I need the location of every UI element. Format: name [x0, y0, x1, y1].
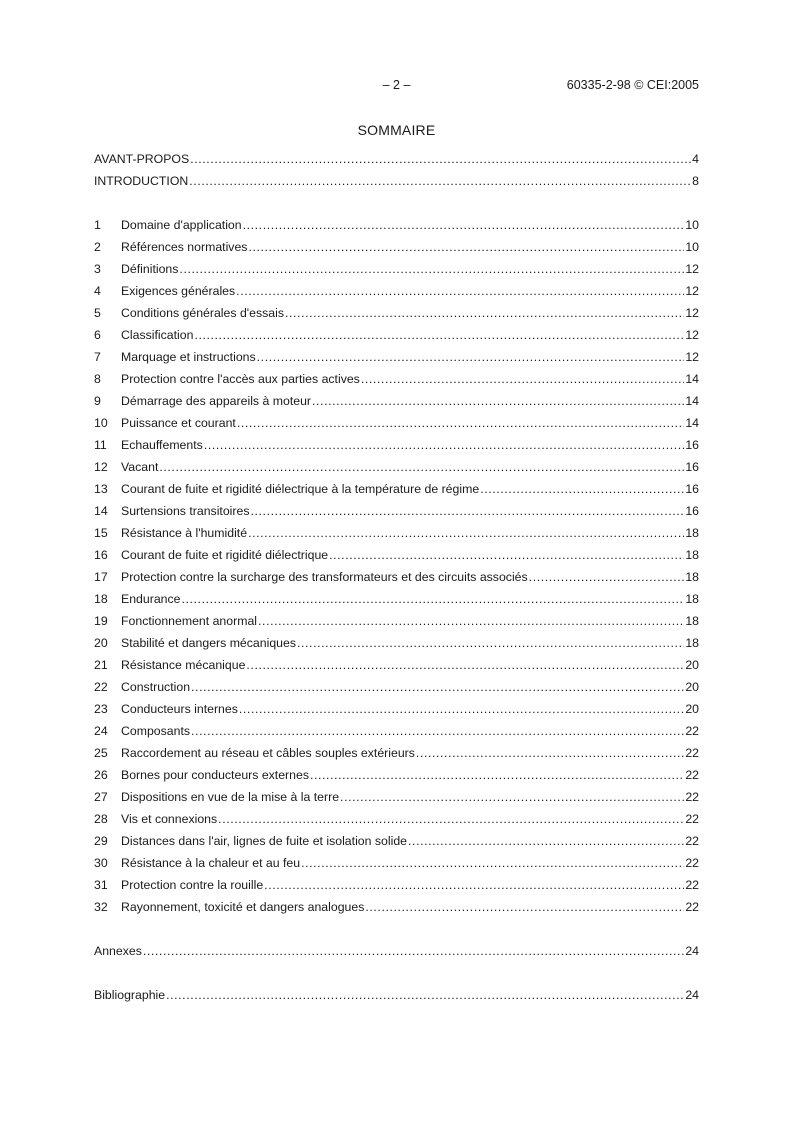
toc-entry-label: Annexes: [94, 944, 142, 958]
toc-entry-label: Fonctionnement anormal: [121, 614, 258, 628]
toc-entry-page: 12: [685, 306, 699, 320]
toc-entry-page: 10: [685, 240, 699, 254]
toc-entry-page: 18: [685, 592, 699, 606]
dot-leader: [285, 302, 684, 324]
toc-entry-label: Classification: [121, 328, 194, 342]
toc-entry-clause-4[interactable]: [94, 280, 699, 302]
toc-entry-page: 22: [685, 812, 699, 826]
toc-clauses: [94, 214, 699, 918]
toc-entry-number: 26: [94, 768, 108, 782]
dot-leader: [301, 852, 684, 874]
dot-leader: [239, 698, 684, 720]
dot-leader: [143, 940, 684, 962]
toc-entry-clause-21[interactable]: [94, 654, 699, 676]
toc-entry-number: 29: [94, 834, 108, 848]
toc-entry-label: Stabilité et dangers mécaniques: [121, 636, 296, 650]
toc-entry-number: 6: [94, 328, 101, 342]
toc-entry-label: Vis et connexions: [121, 812, 218, 826]
toc-entry-number: 30: [94, 856, 108, 870]
toc-entry-number: 20: [94, 636, 108, 650]
toc-entry-number: 12: [94, 460, 108, 474]
toc-entry-number: 5: [94, 306, 101, 320]
toc-entry-page: 22: [685, 768, 699, 782]
toc-entry-page: 10: [685, 218, 699, 232]
toc-entry-number: 14: [94, 504, 108, 518]
toc-entry-label: Protection contre l'accès aux parties actives: [121, 372, 360, 386]
toc-entry-clause-30[interactable]: [94, 852, 699, 874]
toc-entry-clause-20[interactable]: [94, 632, 699, 654]
dot-leader: [166, 984, 684, 1006]
toc-entry-clause-22[interactable]: [94, 676, 699, 698]
toc-entry-label: Rayonnement, toxicité et dangers analogues: [121, 900, 365, 914]
toc-entry-page: 14: [685, 372, 699, 386]
dot-leader: [329, 544, 684, 566]
toc-entry-label: Conditions générales d'essais: [121, 306, 284, 320]
toc-entry-page: 14: [685, 394, 699, 408]
toc-entry-page: 12: [685, 284, 699, 298]
toc-entry-introduction[interactable]: [94, 170, 699, 192]
toc-entry-clause-11[interactable]: [94, 434, 699, 456]
page-number: – 2 –: [382, 78, 411, 92]
toc-front-matter: [94, 148, 699, 192]
toc-entry-clause-25[interactable]: [94, 742, 699, 764]
toc-entry-label: Bornes pour conducteurs externes: [121, 768, 309, 782]
toc-entry-label: Résistance à la chaleur et au feu: [121, 856, 301, 870]
toc-entry-clause-14[interactable]: [94, 500, 699, 522]
toc-entry-page: 18: [685, 570, 699, 584]
toc-entry-label: Vacant: [121, 460, 159, 474]
dot-leader: [257, 346, 685, 368]
toc-entry-clause-24[interactable]: [94, 720, 699, 742]
dot-leader: [189, 170, 691, 192]
toc-entry-label: Définitions: [121, 262, 179, 276]
toc-entry-page: 14: [685, 416, 699, 430]
toc-entry-clause-2[interactable]: [94, 236, 699, 258]
dot-leader: [190, 148, 691, 170]
toc-entry-number: 21: [94, 658, 108, 672]
toc-entry-clause-9[interactable]: [94, 390, 699, 412]
toc-entry-clause-28[interactable]: [94, 808, 699, 830]
toc-entry-label: Résistance à l'humidité: [121, 526, 248, 540]
standard-reference: 60335-2-98 © CEI:2005: [566, 78, 699, 92]
toc-entry-page: 18: [685, 526, 699, 540]
dot-leader: [312, 390, 684, 412]
toc-entry-label: Domaine d'application: [121, 218, 242, 232]
toc-entry-clause-5[interactable]: [94, 302, 699, 324]
toc-entry-label: Endurance: [121, 592, 181, 606]
toc-annexes: [94, 940, 699, 962]
toc-entry-page: 12: [685, 262, 699, 276]
toc-entry-number: 24: [94, 724, 108, 738]
toc-entry-number: 31: [94, 878, 108, 892]
toc-entry-number: 16: [94, 548, 108, 562]
dot-leader: [264, 874, 684, 896]
toc-entry-label: Protection contre la surcharge des transformateurs et des circuits associés: [121, 570, 528, 584]
toc-entry-label: Distances dans l'air, lignes de fuite et isolation solide: [121, 834, 408, 848]
dot-leader: [243, 214, 685, 236]
dot-leader: [218, 808, 684, 830]
toc-entry-number: 9: [94, 394, 101, 408]
toc-entry-page: 22: [685, 856, 699, 870]
toc-entry-clause-18[interactable]: [94, 588, 699, 610]
toc-entry-number: 8: [94, 372, 101, 386]
toc-entry-label: Raccordement au réseau et câbles souples extérieurs: [121, 746, 415, 760]
toc-entry-page: 12: [685, 350, 699, 364]
toc-entry-number: 17: [94, 570, 108, 584]
toc-entry-label: AVANT-PROPOS: [94, 152, 190, 166]
toc-entry-page: 24: [685, 944, 699, 958]
toc-entry-label: Courant de fuite et rigidité diélectrique à la température de régime: [121, 482, 480, 496]
toc-entry-avant-propos[interactable]: [94, 148, 699, 170]
toc-entry-number: 19: [94, 614, 108, 628]
dot-leader: [237, 412, 684, 434]
toc-entry-bibliographie[interactable]: [94, 984, 699, 1006]
toc-entry-page: 16: [685, 460, 699, 474]
toc-entry-number: 4: [94, 284, 101, 298]
toc-entry-clause-10[interactable]: [94, 412, 699, 434]
toc-entry-number: 15: [94, 526, 108, 540]
toc-entry-number: 13: [94, 482, 108, 496]
toc-entry-label: Exigences générales: [121, 284, 236, 298]
toc-entry-page: 24: [685, 988, 699, 1002]
toc-entry-label: Protection contre la rouille: [121, 878, 264, 892]
toc-entry-page: 18: [685, 614, 699, 628]
toc-entry-number: 25: [94, 746, 108, 760]
page-header: [94, 77, 699, 93]
toc-entry-page: 20: [685, 702, 699, 716]
toc-entry-clause-15[interactable]: [94, 522, 699, 544]
toc-entry-page: 16: [685, 504, 699, 518]
toc-entry-page: 8: [692, 174, 699, 188]
toc-entry-label: Puissance et courant: [121, 416, 236, 430]
toc-entry-clause-6[interactable]: [94, 324, 699, 346]
toc-entry-label: INTRODUCTION: [94, 174, 189, 188]
toc-entry-clause-23[interactable]: [94, 698, 699, 720]
dot-leader: [236, 280, 684, 302]
toc-entry-number: 27: [94, 790, 108, 804]
toc-entry-page: 12: [685, 328, 699, 342]
toc-entry-clause-17[interactable]: [94, 566, 699, 588]
dot-leader: [191, 676, 684, 698]
toc-entry-label: Surtensions transitoires: [121, 504, 250, 518]
toc-entry-clause-32[interactable]: [94, 896, 699, 918]
toc-entry-number: 23: [94, 702, 108, 716]
toc-entry-clause-27[interactable]: [94, 786, 699, 808]
dot-leader: [159, 456, 684, 478]
toc-entry-label: Résistance mécanique: [121, 658, 246, 672]
toc-entry-number: 11: [94, 438, 107, 452]
toc-entry-clause-7[interactable]: [94, 346, 699, 368]
toc-entry-clause-13[interactable]: [94, 478, 699, 500]
dot-leader: [416, 742, 684, 764]
toc-entry-number: 7: [94, 350, 101, 364]
toc-entry-clause-12[interactable]: [94, 456, 699, 478]
dot-leader: [258, 610, 684, 632]
toc-entry-clause-3[interactable]: [94, 258, 699, 280]
dot-leader: [480, 478, 684, 500]
toc-entry-page: 22: [685, 724, 699, 738]
dot-leader: [204, 434, 685, 456]
toc-title: SOMMAIRE: [357, 122, 436, 138]
toc-entry-number: 32: [94, 900, 108, 914]
toc-entry-clause-16[interactable]: [94, 544, 699, 566]
toc-entry-page: 18: [685, 548, 699, 562]
toc-entry-label: Construction: [121, 680, 191, 694]
toc-entry-page: 22: [685, 878, 699, 892]
toc-entry-number: 22: [94, 680, 108, 694]
toc-entry-label: Composants: [121, 724, 191, 738]
dot-leader: [529, 566, 685, 588]
toc-entry-clause-26[interactable]: [94, 764, 699, 786]
toc-entry-page: 20: [685, 680, 699, 694]
toc-entry-number: 28: [94, 812, 108, 826]
toc-entry-number: 2: [94, 240, 101, 254]
toc-entry-page: 22: [685, 746, 699, 760]
toc-entry-number: 10: [94, 416, 108, 430]
toc-entry-clause-19[interactable]: [94, 610, 699, 632]
dot-leader: [181, 588, 684, 610]
toc-entry-clause-31[interactable]: [94, 874, 699, 896]
toc-entry-annexes[interactable]: [94, 940, 699, 962]
dot-leader: [179, 258, 684, 280]
toc-entry-number: 3: [94, 262, 101, 276]
toc-entry-page: 22: [685, 834, 699, 848]
dot-leader: [248, 522, 684, 544]
dot-leader: [340, 786, 684, 808]
toc-entry-label: Références normatives: [121, 240, 248, 254]
toc-entry-label: Conducteurs internes: [121, 702, 238, 716]
toc-entry-label: Marquage et instructions: [121, 350, 256, 364]
dot-leader: [191, 720, 684, 742]
toc-entry-page: 20: [685, 658, 699, 672]
dot-leader: [310, 764, 684, 786]
toc-entry-clause-29[interactable]: [94, 830, 699, 852]
toc-entry-page: 22: [685, 900, 699, 914]
toc-entry-page: 16: [685, 482, 699, 496]
toc-entry-number: 18: [94, 592, 108, 606]
dot-leader: [361, 368, 684, 390]
toc-entry-label: Bibliographie: [94, 988, 166, 1002]
dot-leader: [251, 500, 685, 522]
toc-bibliography: [94, 984, 699, 1006]
toc-entry-page: 22: [685, 790, 699, 804]
dot-leader: [248, 236, 684, 258]
toc-entry-clause-1[interactable]: [94, 214, 699, 236]
dot-leader: [365, 896, 684, 918]
toc-entry-number: 1: [94, 218, 101, 232]
toc-entry-label: Courant de fuite et rigidité diélectrique: [121, 548, 329, 562]
toc-entry-clause-8[interactable]: [94, 368, 699, 390]
toc-entry-label: Echauffements: [121, 438, 203, 452]
dot-leader: [408, 830, 684, 852]
toc-entry-page: 4: [692, 152, 699, 166]
dot-leader: [194, 324, 684, 346]
toc-entry-page: 18: [685, 636, 699, 650]
dot-leader: [297, 632, 684, 654]
toc-entry-label: Démarrage des appareils à moteur: [121, 394, 312, 408]
toc-entry-page: 16: [685, 438, 699, 452]
dot-leader: [246, 654, 684, 676]
toc-entry-label: Dispositions en vue de la mise à la terre: [121, 790, 340, 804]
